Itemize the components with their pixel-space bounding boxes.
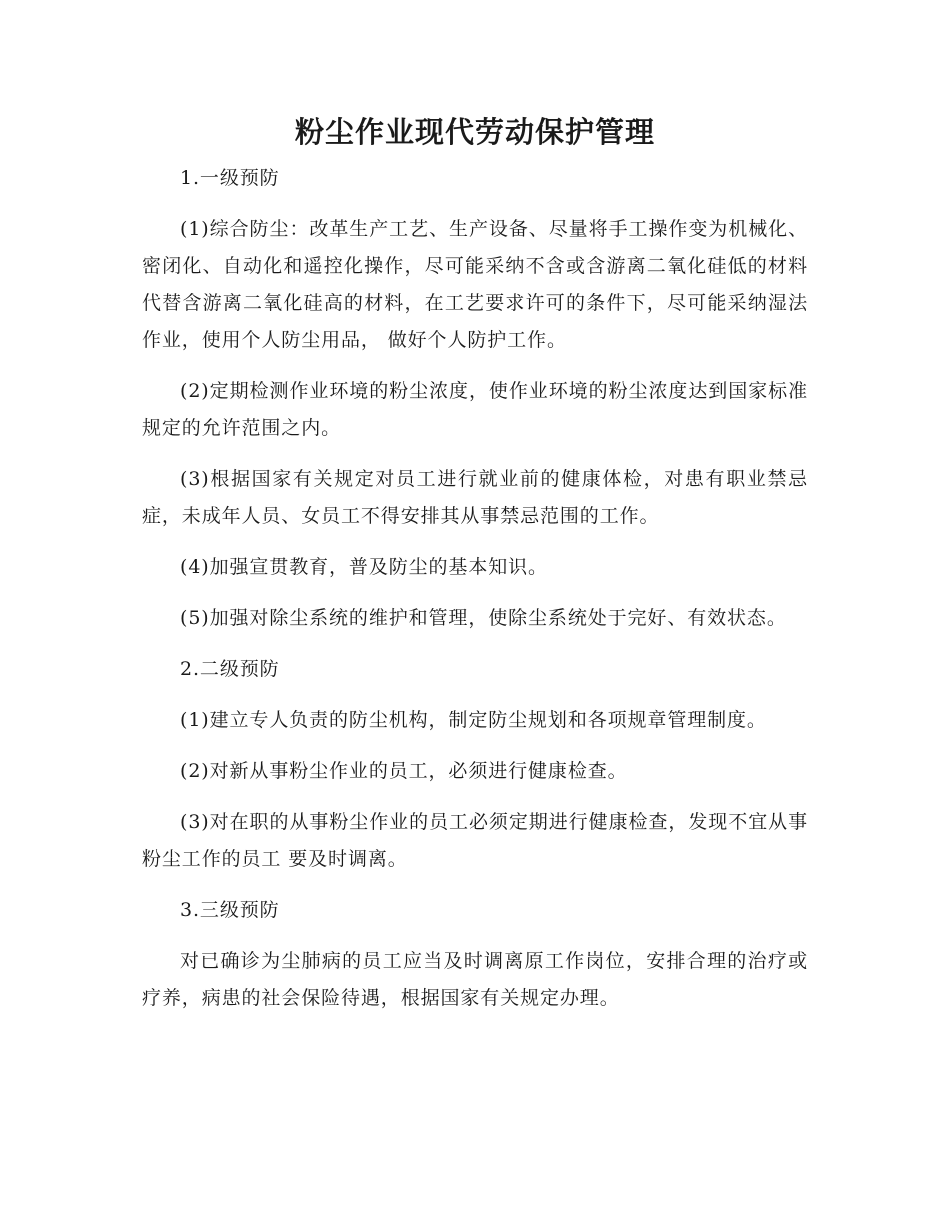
paragraph-2-1: (1)建立专人负责的防尘机构，制定防尘规划和各项规章管理制度。 [180,709,767,731]
section-heading-2: 2.二级预防 [180,658,280,680]
paragraph-1-3: (3)根据国家有关规定对员工进行就业前的健康体检，对患有职业禁忌症，未成年人员、女员工不得安排其从事禁忌范围的工作。 [142,468,808,527]
document-page [142,100,808,1031]
paragraph-1-5: (5)加强对除尘系统的维护和管理，使除尘系统处于完好、有效状态。 [180,607,787,629]
section-heading-1: 1.一级预防 [180,167,280,189]
paragraph-3-1: 对已确诊为尘肺病的员工应当及时调离原工作岗位，安排合理的治疗或疗养，病患的社会保险待遇，根据国家有关规定办理。 [142,950,808,1009]
paragraph-1-2: (2)定期检测作业环境的粉尘浓度，使作业环境的粉尘浓度达到国家标准规定的允许范围之内。 [142,380,808,439]
paragraph-1-4: (4)加强宣贯教育，普及防尘的基本知识。 [180,556,548,578]
paragraph-1-1: (1)综合防尘：改革生产工艺、生产设备、尽量将手工操作变为机械化、密闭化、自动化和遥控化操作，尽可能采纳不含或含游离二氧化硅低的材料代替含游离二氧化硅高的材料，在工艺要求许可的条件下，尽可能采纳湿法作业，使用个人防尘用品， 做好个人防护工作。 [142,218,808,351]
section-heading-3: 3.三级预防 [180,899,280,921]
paragraph-2-3: (3)对在职的从事粉尘作业的员工必须定期进行健康检查，发现不宜从事粉尘工作的员工 要及时调离。 [142,811,808,870]
paragraph-2-2: (2)对新从事粉尘作业的员工，必须进行健康检查。 [180,760,628,782]
document-title: 粉尘作业现代劳动保护管理 [294,115,655,149]
